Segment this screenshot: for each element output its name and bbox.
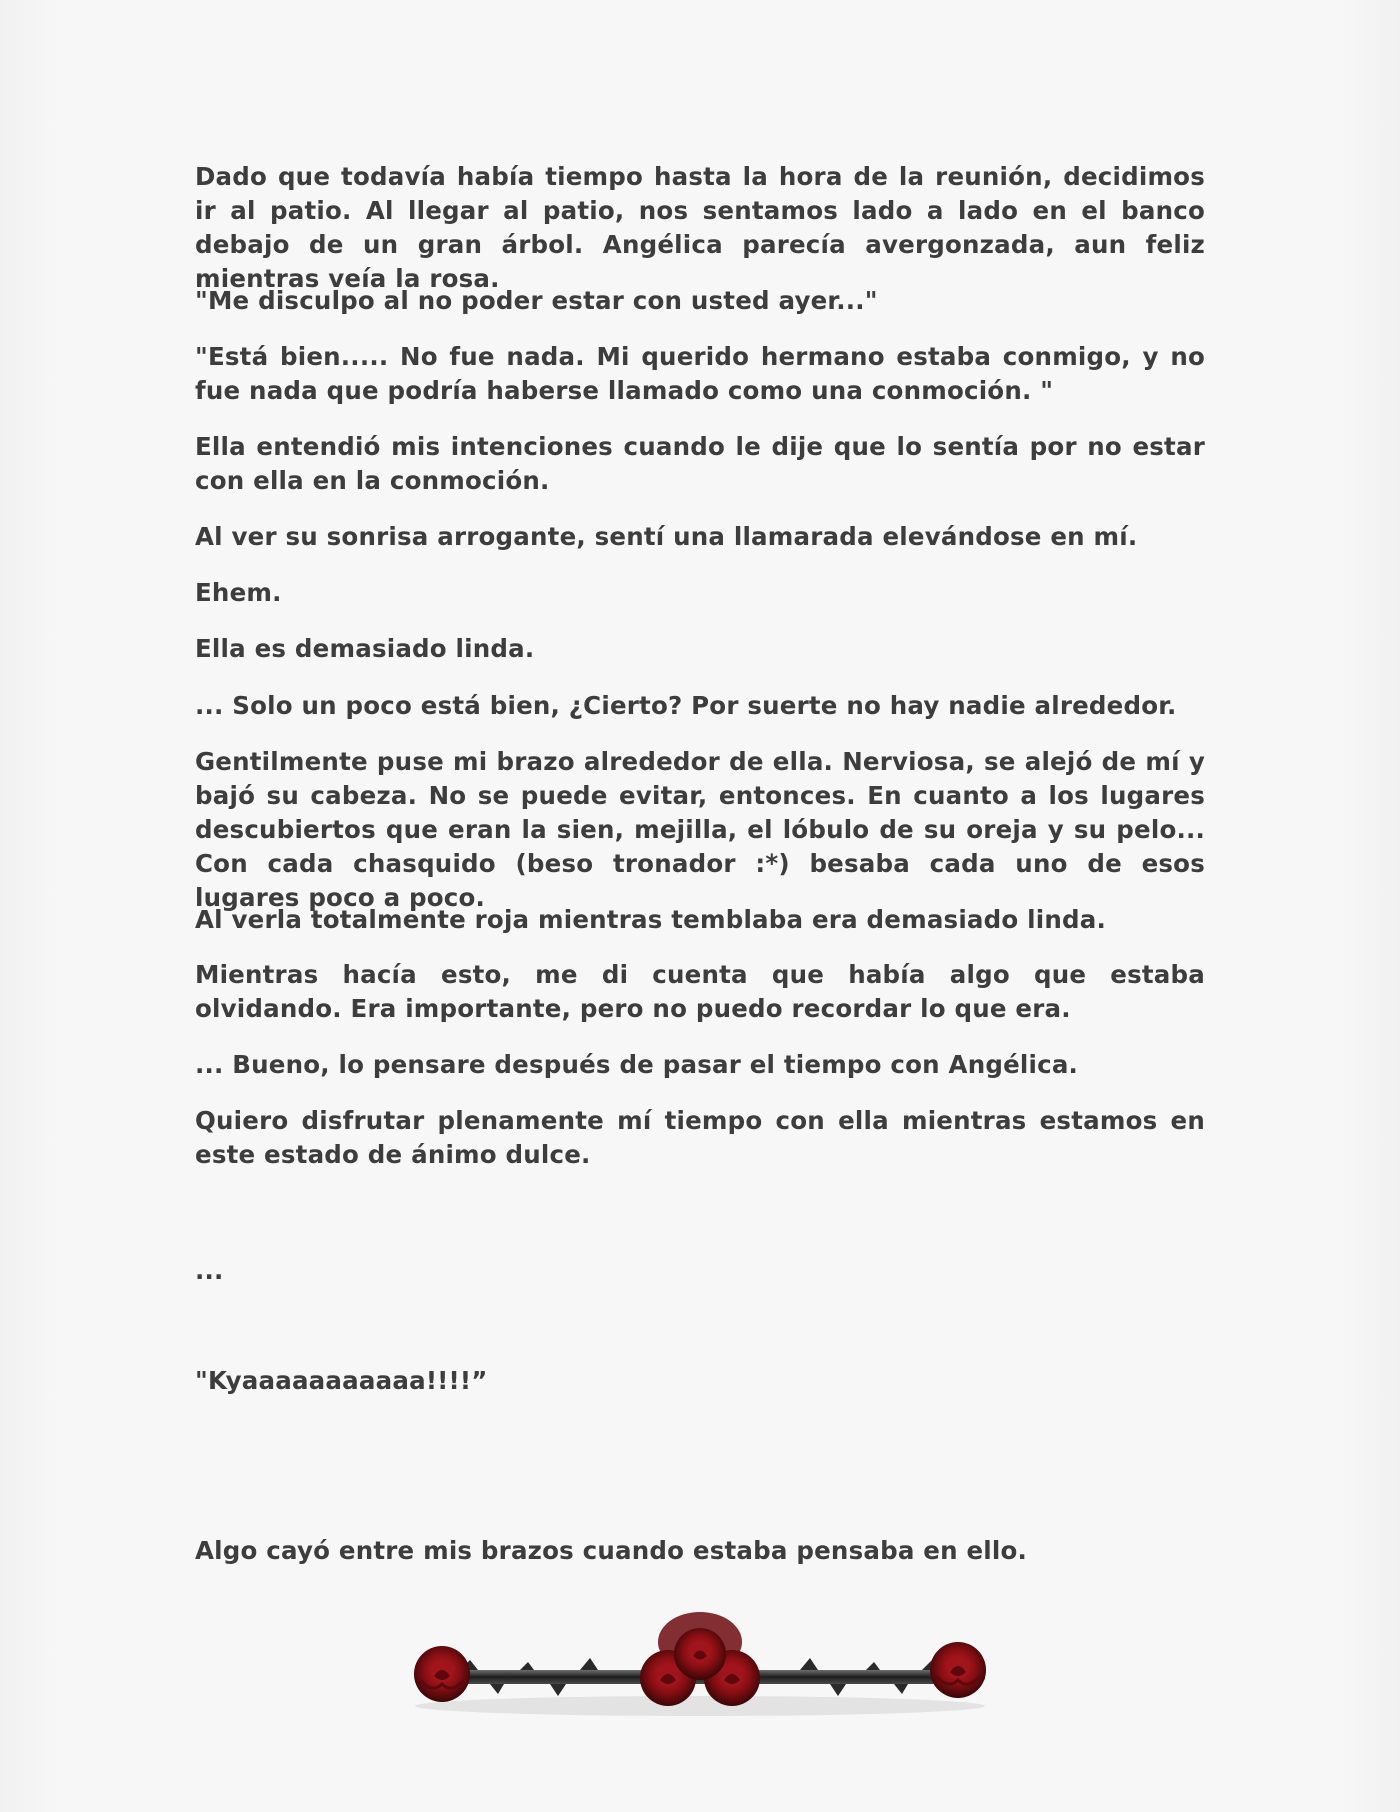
paragraph-12: ... Bueno, lo pensare después de pasar el tiempo con Angélica. [195, 1050, 1079, 1079]
paragraph-15: "Kyaaaaaaaaaaa!!!!” [195, 1366, 488, 1395]
story-text [195, 160, 1205, 296]
paragraph-7: Ella es demasiado linda. [195, 634, 535, 663]
paragraph-10: Al verla totalmente roja mientras temblaba era demasiado linda. [195, 905, 1106, 934]
rose-center-cluster [640, 1612, 760, 1706]
story-text [195, 632, 1205, 666]
story-text [195, 958, 1205, 1026]
rose-divider-icon [400, 1608, 1000, 1728]
story-text [195, 1048, 1205, 1082]
story-text [195, 745, 1205, 915]
paragraph-13: Quiero disfrutar plenamente mí tiempo con ella mientras estamos en este estado de ánimo dulce. [195, 1106, 1205, 1169]
rose-right [930, 1642, 986, 1698]
paragraph-14: ... [195, 1256, 224, 1285]
story-text [195, 903, 1205, 937]
story-text [195, 430, 1205, 498]
paragraph-16: Algo cayó entre mis brazos cuando estaba pensaba en ello. [195, 1536, 1028, 1565]
story-text [195, 1254, 1205, 1288]
paragraph-2: "Me disculpo al no poder estar con usted ayer..." [195, 286, 878, 315]
paragraph-5: Al ver su sonrisa arrogante, sentí una llamarada elevándose en mí. [195, 522, 1138, 551]
story-text [195, 1104, 1205, 1172]
story-text [195, 284, 1205, 318]
paragraph-4: Ella entendió mis intenciones cuando le dije que lo sentía por no estar con ella en la conmoción. [195, 432, 1205, 495]
story-text [195, 1534, 1205, 1568]
story-text [195, 576, 1205, 610]
story-text [195, 689, 1205, 723]
paragraph-1: Dado que todavía había tiempo hasta la hora de la reunión, decidimos ir al patio. Al llegar al patio, nos sentamos lado a lado en el banco debajo de un gran árbol. Angélica parecía avergonzada, aun feliz mientras veía la rosa. [195, 162, 1205, 293]
story-text [195, 520, 1205, 554]
rose-left [414, 1646, 470, 1702]
story-text [195, 1364, 1205, 1398]
story-text [195, 340, 1205, 408]
paragraph-6: Ehem. [195, 578, 282, 607]
paragraph-11: Mientras hacía esto, me di cuenta que había algo que estaba olvidando. Era importante, pero no puedo recordar lo que era. [195, 960, 1205, 1023]
paragraph-8: ... Solo un poco está bien, ¿Cierto? Por suerte no hay nadie alrededor. [195, 691, 1177, 720]
paragraph-3: "Está bien..... No fue nada. Mi querido hermano estaba conmigo, y no fue nada que podría haberse llamado como una conmoción. " [195, 342, 1205, 405]
paragraph-9: Gentilmente puse mi brazo alrededor de ella. Nerviosa, se alejó de mí y bajó su cabeza. No se puede evitar, entonces. En cuanto a los lugares descubiertos que eran la sien, mejilla, el lóbulo de su oreja y su pelo... Con cada chasquido (beso tronador :*) besaba cada uno de esos lugares poco a poco. [195, 747, 1205, 912]
